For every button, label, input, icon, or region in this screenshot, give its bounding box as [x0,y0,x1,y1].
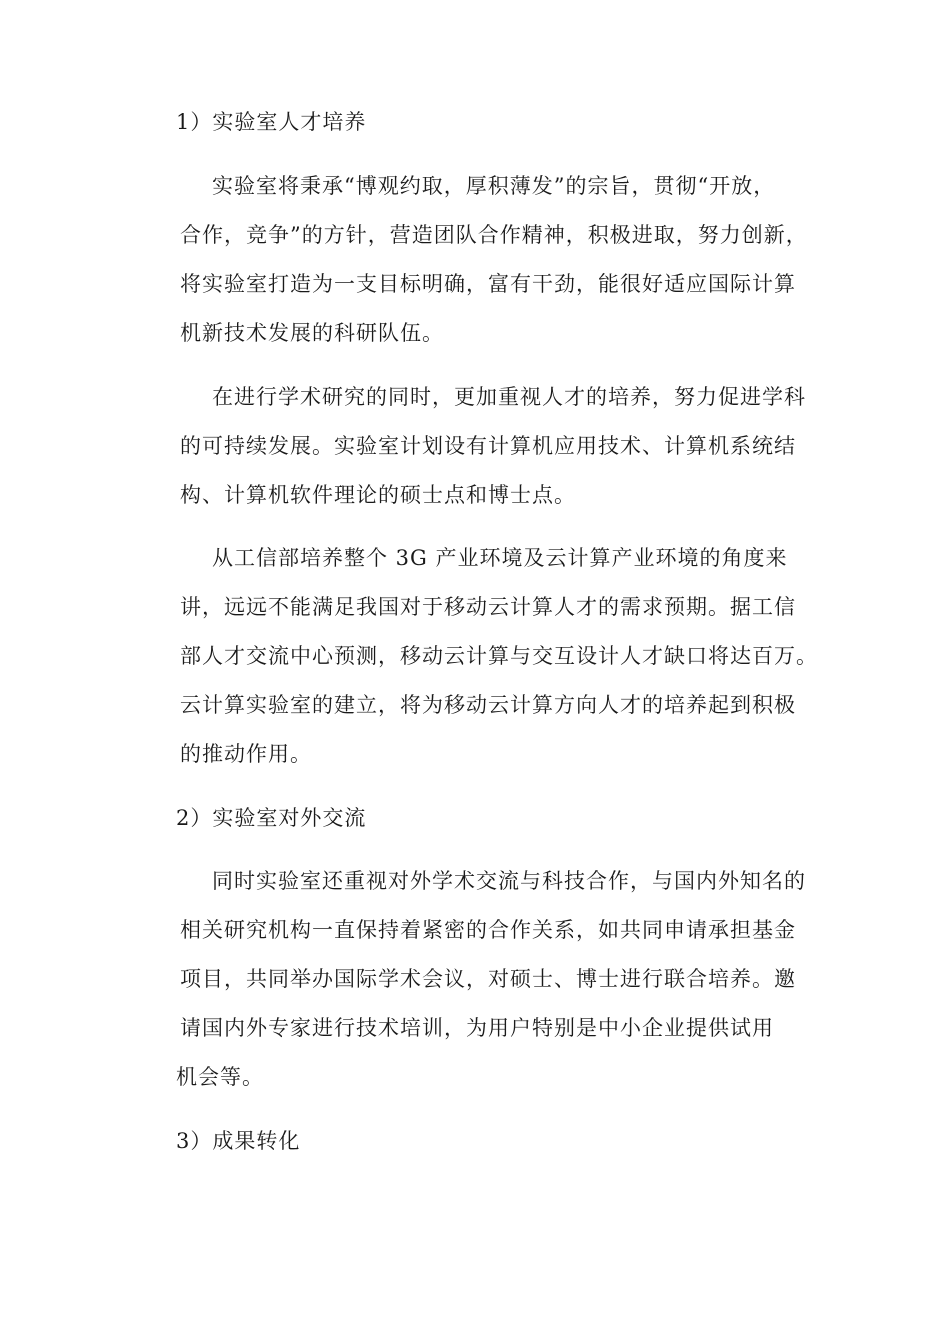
section-heading-2: 2）实验室对外交流 [176,806,367,830]
paragraph-line: 从工信部培养整个 3G 产业环境及云计算产业环境的角度来 [212,546,788,570]
section-heading-1: 1）实验室人才培养 [176,110,367,134]
paragraph-line: 将实验室打造为一支目标明确，富有干劲，能很好适应国际计算 [180,272,796,296]
paragraph-line: 机新技术发展的科研队伍。 [180,321,444,345]
paragraph-line: 的可持续发展。实验室计划设有计算机应用技术、计算机系统结 [180,434,796,458]
paragraph-line: 部人才交流中心预测，移动云计算与交互设计人才缺口将达百万。 [180,644,818,668]
paragraph-line: 相关研究机构一直保持着紧密的合作关系，如共同申请承担基金 [180,918,796,942]
paragraph-line: 云计算实验室的建立，将为移动云计算方向人才的培养起到积极 [180,693,796,717]
section-heading-3: 3）成果转化 [176,1129,301,1153]
paragraph-line: 实验室将秉承“博观约取，厚积薄发”的宗旨，贯彻“开放， [212,174,776,198]
paragraph-line: 讲，远远不能满足我国对于移动云计算人才的需求预期。据工信 [180,595,796,619]
paragraph-line: 请国内外专家进行技术培训，为用户特别是中小企业提供试用 [180,1016,774,1040]
paragraph-line: 的推动作用。 [180,742,312,766]
paragraph-line: 合作，竞争”的方针，营造团队合作精神，积极进取，努力创新， [180,223,808,247]
paragraph-line: 项目，共同举办国际学术会议，对硕士、博士进行联合培养。邀 [180,967,796,991]
paragraph-line: 在进行学术研究的同时，更加重视人才的培养，努力促进学科 [212,385,806,409]
paragraph-line: 构、计算机软件理论的硕士点和博士点。 [180,483,576,507]
paragraph-line: 同时实验室还重视对外学术交流与科技合作，与国内外知名的 [212,869,806,893]
paragraph-line: 机会等。 [176,1065,264,1089]
